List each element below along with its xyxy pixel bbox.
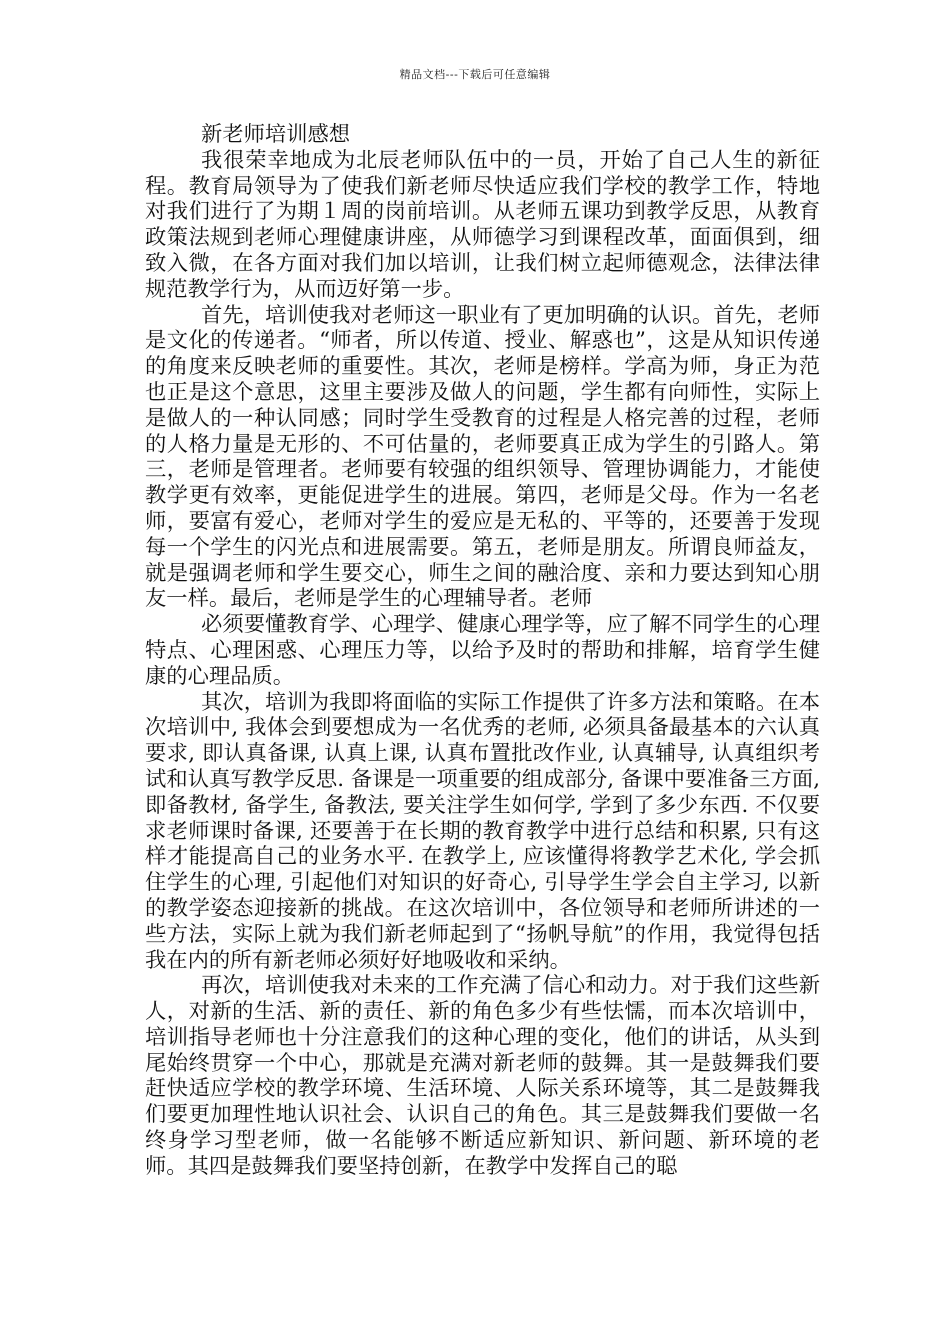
paragraph-5: 再次，培训使我对未来的工作充满了信心和动力。对于我们这些新人，对新的生活、新的责任、新的角色多少有些怯懦，而本次培训中，培训指导老师也十分注意我们的这种心理的变化，他们的讲话，从头到尾始终贯穿一个中心，那就是充满对新老师的鼓舞。其一是鼓舞我们要赶快适应学校的教学环境、生活环境、人际关系环境等，其二是鼓舞我们要更加理性地认识社会、认识自己的角色。其三是鼓舞我们要做一名终身学习型老师，做一名能够不断适应新知识、新问题、新环境的老师。其四是鼓舞我们要坚持创新，在教学中发挥自己的聪: [145, 973, 820, 1179]
paragraph-3: 必须要懂教育学、心理学、健康心理学等，应了解不同学生的心理特点、心理困惑、心理压力等，以给予及时的帮助和排解，培育学生健康的心理品质。: [145, 612, 820, 689]
page-header: 精品文档---下载后可任意编辑: [399, 68, 551, 81]
document-body: [145, 122, 820, 1180]
paragraph-4: 其次，培训为我即将面临的实际工作提供了许多方法和策略。在本次培训中, 我体会到要想成为一名优秀的老师, 必须具备最基本的六认真要求, 即认真备课, 认真上课, 认真布置批改作业, 认真辅导, 认真组织考试和认真写教学反思. 备课是一项重要的组成部分, 备课中要准备三方面, 即备教材, 备学生, 备教法, 要关注学生如何学, 学到了多少东西. 不仅要求老师课时备课, 还要善于在长期的教育教学中进行总结和积累, 只有这样才能提高自己的业务水平. 在教学上, 应该懂得将教学艺术化, 学会抓住学生的心理, 引起他们对知识的好奇心, 引导学生学会自主学习, 以新的教学姿态迎接新的挑战。在这次培训中，各位领导和老师所讲述的一些方法，实际上就为我们新老师起到了“扬帆导航”的作用，我觉得包括我在内的所有新老师必须好好地吸收和采纳。: [145, 689, 820, 973]
paragraph-2: 首先，培训使我对老师这一职业有了更加明确的认识。首先，老师是文化的传递者。“师者，所以传道、授业、解惑也”，这是从知识传递的角度来反映老师的重要性。其次，老师是榜样。学高为师，身正为范也正是这个意思，这里主要涉及做人的问题，学生都有向师性，实际上是做人的一种认同感；同时学生受教育的过程是人格完善的过程，老师的人格力量是无形的、不可估量的，老师要真正成为学生的引路人。第三，老师是管理者。老师要有较强的组织领导、管理协调能力，才能使教学更有效率，更能促进学生的进展。第四，老师是父母。作为一名老师，要富有爱心，老师对学生的爱应是无私的、平等的，还要善于发现每一个学生的闪光点和进展需要。第五，老师是朋友。所谓良师益友，就是强调老师和学生要交心，师生之间的融洽度、亲和力要达到知心朋友一样。最后，老师是学生的心理辅导者。老师: [145, 302, 820, 612]
document-title: 新老师培训感想: [201, 122, 351, 147]
paragraph-1: 我很荣幸地成为北辰老师队伍中的一员，开始了自己人生的新征程。教育局领导为了使我们新老师尽快适应我们学校的教学工作，特地对我们进行了为期１周的岗前培训。从老师五课功到教学反思，从教育政策法规到老师心理健康讲座，从师德学习到课程改革，面面俱到，细致入微，在各方面对我们加以培训，让我们树立起师德观念，法律法律规范教学行为，从而迈好第一步。: [145, 147, 820, 302]
